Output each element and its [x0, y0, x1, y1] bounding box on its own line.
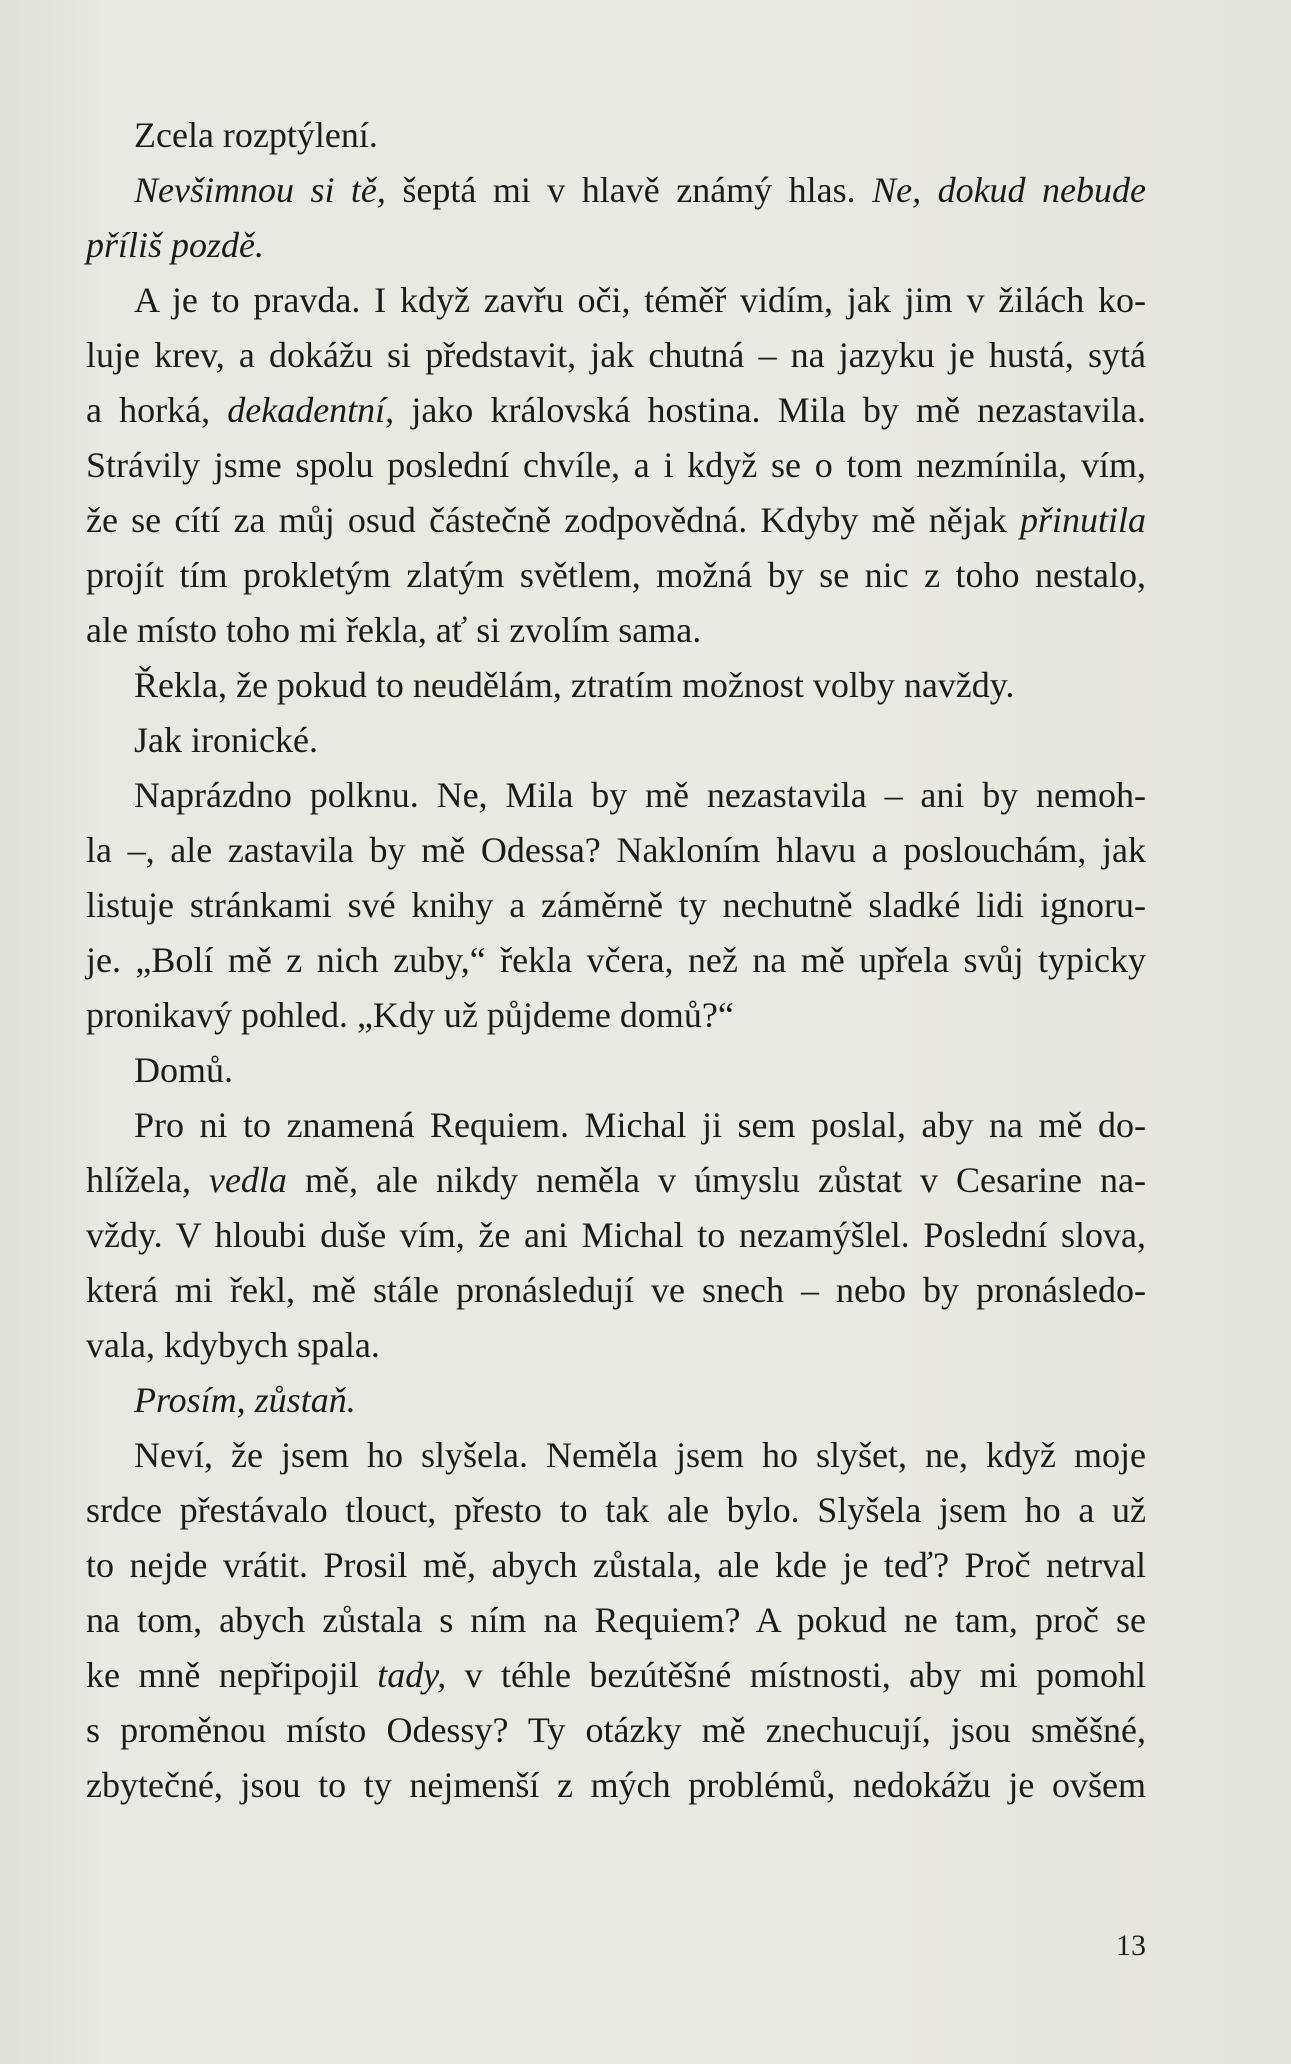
italic-text: Prosím, zůstaň. — [134, 1380, 356, 1420]
italic-text: tady, — [377, 1655, 447, 1695]
text-line: listuje stránkami své knihy a záměrně ty nechutně sladké lidi ignoru- — [86, 885, 1146, 925]
text-line — [86, 1648, 1146, 1703]
text-run: v téhle bezútěšné místnosti, aby mi pomohl — [446, 1655, 1146, 1695]
page-number: 13 — [1116, 1929, 1146, 1962]
text-line — [86, 1153, 1146, 1208]
text-line: na tom, abych zůstala s ním na Requiem? A pokud ne tam, proč se — [86, 1600, 1146, 1640]
text-line — [86, 218, 1146, 273]
text-line — [86, 1373, 1146, 1428]
text-line: vala, kdybych spala. — [86, 1325, 380, 1365]
text-line: Naprázdno polknu. Ne, Mila by mě nezastavila – ani by nemoh- — [134, 775, 1146, 815]
italic-text: Ne, dokud nebude — [872, 170, 1146, 210]
text-line — [86, 493, 1146, 548]
text-line: luje krev, a dokážu si představit, jak chutná – na jazyku je hustá, sytá — [86, 335, 1146, 375]
body-text — [86, 108, 1146, 1813]
text-line: s proměnou místo Odessy? Ty otázky mě znechucují, jsou směšné, — [86, 1710, 1146, 1750]
text-line: Domů. — [134, 1050, 233, 1090]
text-run: hlížela, — [86, 1160, 209, 1200]
text-line — [86, 163, 1146, 218]
italic-text: vedla — [208, 1160, 287, 1200]
text-line: A je to pravda. I když zavřu oči, téměř vidím, jak jim v žilách ko- — [134, 280, 1146, 320]
text-line: vždy. V hloubi duše vím, že ani Michal to nezamýšlel. Poslední slova, — [86, 1215, 1146, 1255]
italic-text: přinutila — [1019, 500, 1146, 540]
text-line: Zcela rozptýlení. — [134, 115, 378, 155]
text-line: která mi řekl, mě stále pronásledují ve snech – nebo by pronásledo- — [86, 1270, 1146, 1310]
text-line: srdce přestávalo tlouct, přesto to tak ale bylo. Slyšela jsem ho a už — [86, 1490, 1146, 1530]
italic-text: Nevšimnou si tě, — [134, 170, 386, 210]
text-run: šeptá mi v hlavě známý hlas. — [385, 170, 873, 210]
text-run: mě, ale nikdy neměla v úmyslu zůstat v Cesarine na- — [286, 1160, 1146, 1200]
italic-text: příliš pozdě. — [86, 225, 265, 265]
text-line: Neví, že jsem ho slyšela. Neměla jsem ho slyšet, ne, když moje — [134, 1435, 1146, 1475]
text-line: Pro ni to znamená Requiem. Michal ji sem poslal, aby na mě do- — [134, 1105, 1146, 1145]
text-line: to nejde vrátit. Prosil mě, abych zůstala, ale kde je teď? Proč netrval — [86, 1545, 1146, 1585]
text-line: la –, ale zastavila by mě Odessa? Nakloním hlavu a poslouchám, jak — [86, 830, 1146, 870]
text-line: pronikavý pohled. „Kdy už půjdeme domů?“ — [86, 995, 734, 1035]
text-line — [86, 383, 1146, 438]
text-run: že se cítí za můj osud částečně zodpovědná. Kdyby mě nějak — [86, 500, 1020, 540]
text-line: Řekla, že pokud to neudělám, ztratím možnost volby navždy. — [134, 665, 1015, 705]
text-line: projít tím prokletým zlatým světlem, možná by se nic z toho nestalo, — [86, 555, 1146, 595]
text-line: Jak ironické. — [134, 720, 318, 760]
text-line: ale místo toho mi řekla, ať si zvolím sama. — [86, 610, 702, 650]
text-line: zbytečné, jsou to ty nejmenší z mých problémů, nedokážu je ovšem — [86, 1765, 1146, 1805]
text-run: ke mně nepřipojil — [86, 1655, 378, 1695]
text-line: je. „Bolí mě z nich zuby,“ řekla včera, než na mě upřela svůj typicky — [86, 940, 1146, 980]
text-run: a horká, — [86, 390, 228, 430]
italic-text: dekadentní, — [227, 390, 395, 430]
text-run: jako královská hostina. Mila by mě nezastavila. — [394, 390, 1146, 430]
text-line: Strávily jsme spolu poslední chvíle, a i když se o tom nezmínila, vím, — [86, 445, 1146, 485]
